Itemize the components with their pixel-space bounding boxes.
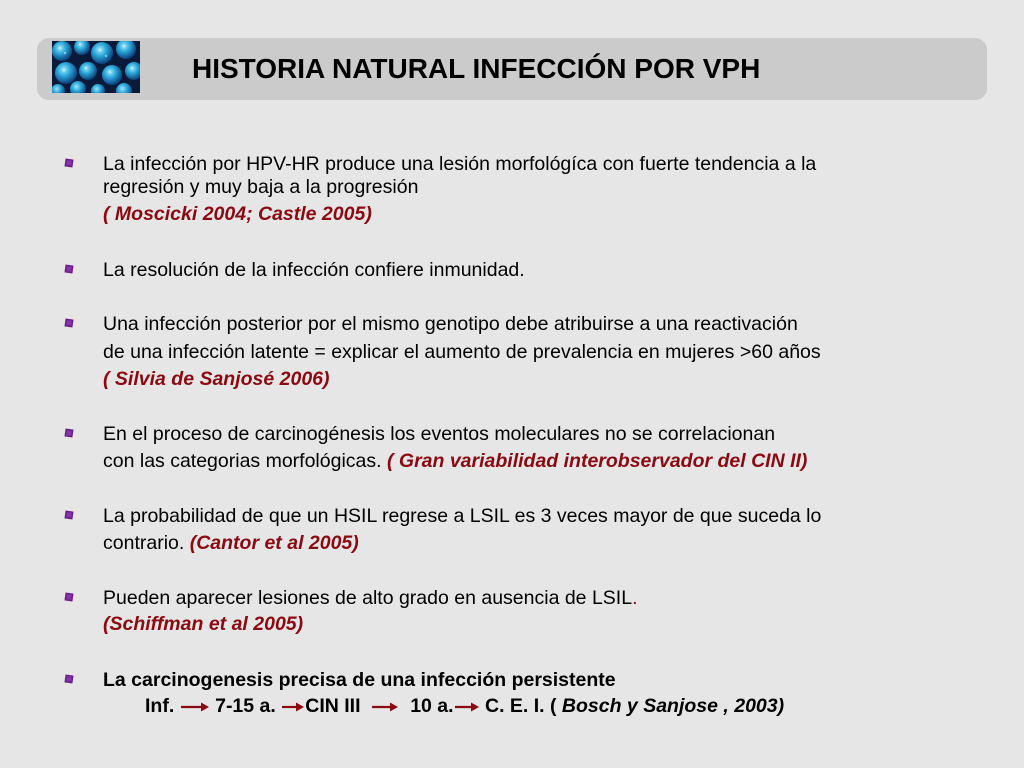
bullet-5-line-2 (103, 531, 359, 555)
sequence-citation: Bosch y Sanjose , 2003) (561, 695, 785, 717)
sequence-step-years-2: 10 a. (410, 695, 454, 717)
bullet-6-line-1 (103, 586, 637, 610)
purple-square-bullet-icon (64, 264, 74, 274)
bullet-4-line-2-text: con las categorias morfológicas. (103, 450, 382, 472)
bullet-5-line-2-text: contrario. (103, 532, 185, 554)
arrow-right-icon (180, 701, 210, 713)
bullet-3-line-2: de una infección latente = explicar el aumento de prevalencia en mujeres >60 años (103, 341, 821, 363)
purple-square-bullet-icon (64, 158, 74, 168)
bullet-7-line-1: La carcinogenesis precisa de una infección persistente (103, 669, 616, 691)
bullet-6-citation: (Schiffman et al 2005) (103, 613, 304, 635)
slide-title: HISTORIA NATURAL INFECCIÓN POR VPH (192, 53, 761, 84)
purple-square-bullet-icon (64, 674, 74, 684)
purple-square-bullet-icon (64, 428, 74, 438)
bullet-3-line-1: Una infección posterior por el mismo genotipo debe atribuirse a una reactivación (103, 313, 798, 335)
sequence-step-years-1: 7-15 a. (215, 695, 276, 717)
arrow-right-icon (371, 701, 399, 713)
bullet-7-sequence (145, 694, 784, 718)
bullet-6-line-1-text: Pueden aparecer lesiones de alto grado en ausencia de LSIL (103, 587, 633, 609)
bullet-4-citation: ( Gran variabilidad interobservador del CIN II) (386, 450, 808, 472)
bullet-1-citation: ( Moscicki 2004; Castle 2005) (103, 203, 372, 225)
bullet-4-line-2 (103, 449, 807, 473)
purple-square-bullet-icon (64, 318, 74, 328)
sequence-step-cei: C. E. I. ( (484, 695, 557, 717)
bullet-6-line-1-end: . (632, 587, 638, 609)
bullet-3-citation: ( Silvia de Sanjosé 2006) (103, 368, 330, 390)
purple-square-bullet-icon (64, 592, 74, 602)
purple-square-bullet-icon (64, 510, 74, 520)
bullet-2-line-1: La resolución de la infección confiere inmunidad. (103, 259, 525, 281)
bullet-1-line-2: regresión y muy baja a la progresión (103, 176, 419, 198)
bullet-5-line-1: La probabilidad de que un HSIL regrese a LSIL es 3 veces mayor de que suceda lo (103, 505, 822, 527)
arrow-right-icon (454, 701, 480, 713)
bullet-4-line-1: En el proceso de carcinogénesis los eventos moleculares no se correlacionan (103, 423, 776, 445)
sequence-step-inf: Inf. (145, 695, 175, 717)
virus-cluster-image (52, 41, 140, 93)
sequence-step-cin: CIN III (305, 695, 361, 717)
arrow-right-icon (281, 701, 305, 713)
bullet-5-citation: (Cantor et al 2005) (189, 532, 359, 554)
bullet-1-line-1: La infección por HPV-HR produce una lesión morfológíca con fuerte tendencia a la (103, 153, 817, 175)
